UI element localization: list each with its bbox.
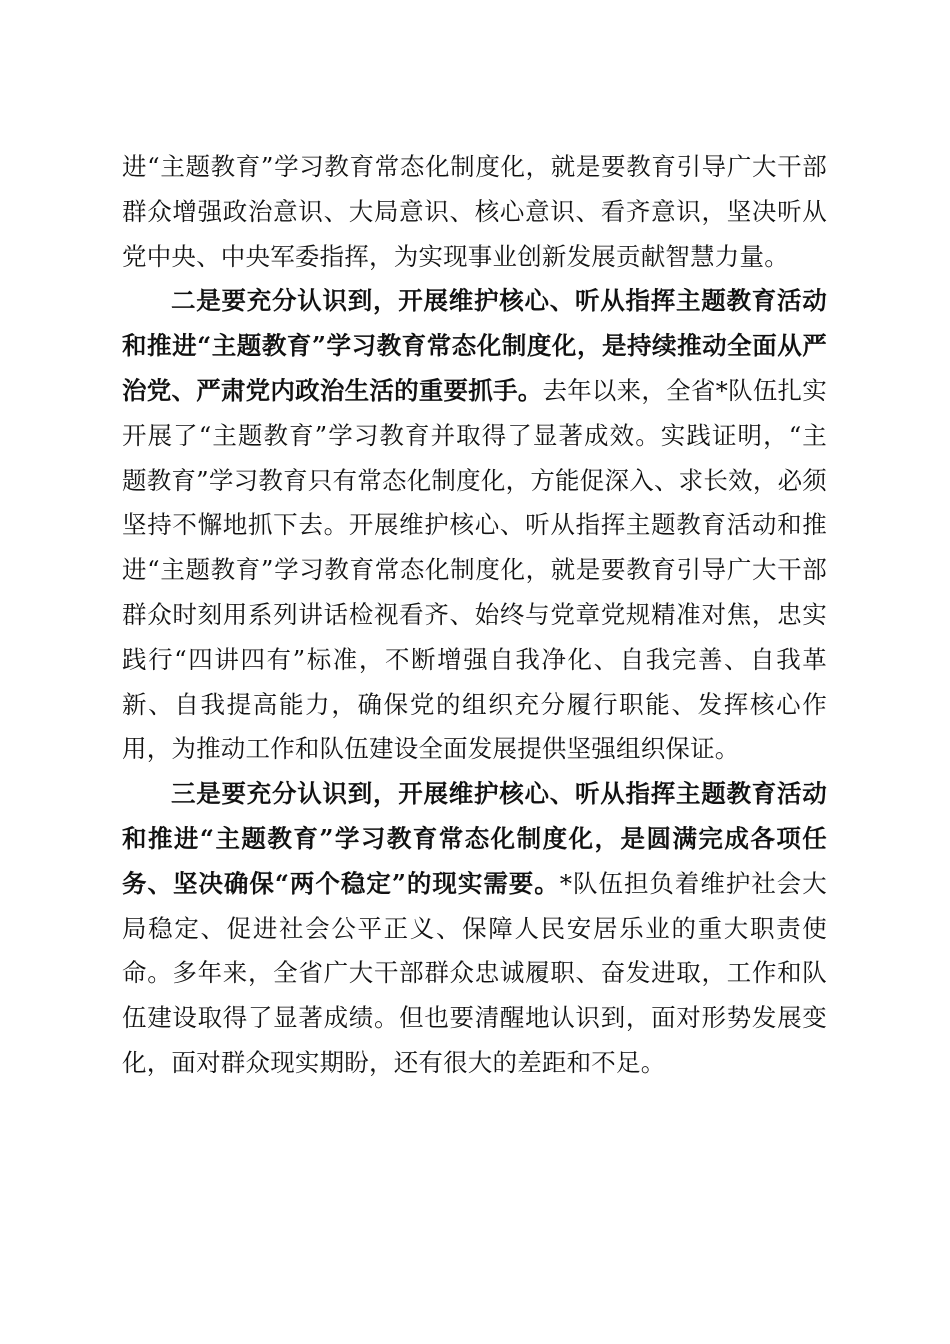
paragraph-point-three [122, 772, 827, 1086]
paragraph-body-text: 去年以来，全省*队伍扎实开展了“主题教育”学习教育并取得了显著成效。实践证明，“主题教育”学习教育只有常态化制度化，方能促深入、求长效，必须坚持不懈地抓下去。开展维护核心、听从指挥主题教育活动和推进“主题教育”学习教育常态化制度化，就是要教育引导广大干部群众时刻用系列讲话检视看齐、始终与党章党规精准对焦，忠实践行“四讲四有”标准，不断增强自我净化、自我完善、自我革新、自我提高能力，确保党的组织充分履行职能、发挥核心作用，为推动工作和队伍建设全面发展提供坚强组织保证。 [122, 375, 827, 764]
paragraph-body-text: 进“主题教育”学习教育常态化制度化，就是要教育引导广大干部群众增强政治意识、大局意识、核心意识、看齐意识，坚决听从党中央、中央军委指挥，为实现事业创新发展贡献智慧力量。 [122, 152, 827, 271]
paragraph-point-two [122, 279, 827, 772]
paragraph-lead-sentence: 三是要充分认识到，开展维护核心、听从指挥主题教育活动和推进“主题教育”学习教育常态化制度化，是圆满完成各项任务、坚决确保“两个稳定”的现实需要。 [122, 779, 827, 898]
paragraph-body-text: *队伍担负着维护社会大局稳定、促进社会公平正义、保障人民安居乐业的重大职责使命。多年来，全省广大干部群众忠诚履职、奋发进取，工作和队伍建设取得了显著成绩。但也要清醒地认识到，面对形势发展变化，面对群众现实期盼，还有很大的差距和不足。 [122, 868, 827, 1077]
paragraph-continuation [122, 145, 827, 279]
paragraph-lead-sentence: 二是要充分认识到，开展维护核心、听从指挥主题教育活动和推进“主题教育”学习教育常态化制度化，是持续推动全面从严治党、严肃党内政治生活的重要抓手。 [122, 286, 827, 405]
document-body [122, 145, 827, 1086]
